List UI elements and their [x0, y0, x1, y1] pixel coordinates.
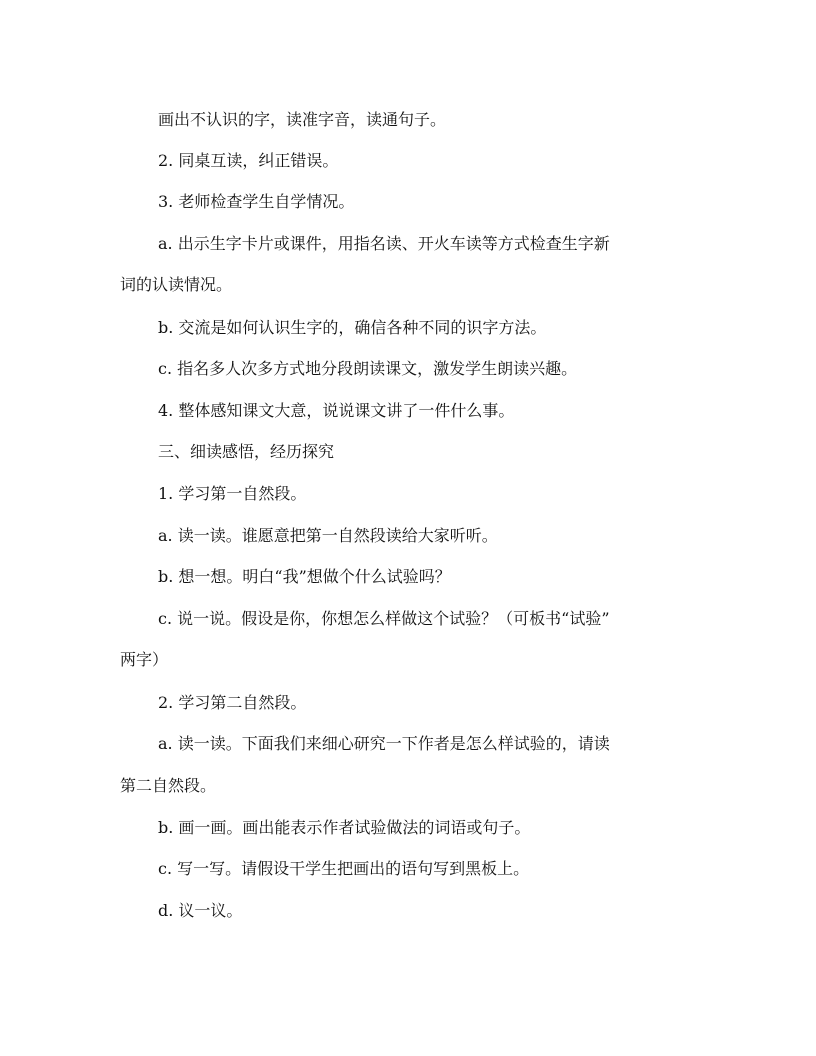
text-line: 1. 学习第一自然段。 [158, 484, 307, 503]
section-heading: 三、细读感悟，经历探究 [158, 442, 335, 461]
text-line: 第二自然段。 [120, 776, 217, 795]
text-line: 3. 老师检查学生自学情况。 [158, 192, 355, 211]
text-line: a. 读一读。谁愿意把第一自然段读给大家听听。 [158, 526, 498, 545]
text-line: 2. 同桌互读，纠正错误。 [158, 151, 339, 170]
text-line: 4. 整体感知课文大意，说说课文讲了一件什么事。 [158, 401, 515, 420]
text-line: c. 指名多人次多方式地分段朗读课文，激发学生朗读兴趣。 [158, 359, 578, 378]
text-line: a. 出示生字卡片或课件，用指名读、开火车读等方式检查生字新 [158, 234, 610, 253]
text-line: c. 写一写。请假设干学生把画出的语句写到黑板上。 [158, 859, 530, 878]
text-line: a. 读一读。下面我们来细心研究一下作者是怎么样试验的，请读 [158, 734, 610, 753]
text-line: b. 想一想。明白“我”想做个什么试验吗？ [158, 567, 451, 586]
text-line: b. 画一画。画出能表示作者试验做法的词语或句子。 [158, 818, 531, 837]
text-line: b. 交流是如何认识生字的，确信各种不同的识字方法。 [158, 318, 547, 337]
text-line: 2. 学习第二自然段。 [158, 693, 307, 712]
text-line: d. 议一议。 [158, 901, 243, 920]
text-line: 两字） [120, 650, 169, 669]
text-line: c. 说一说。假设是你，你想怎么样做这个试验？（可板书“试验” [158, 609, 610, 628]
text-line: 词的认读情况。 [120, 275, 233, 294]
text-line: 画出不认识的字，读准字音，读通句子。 [158, 110, 447, 129]
